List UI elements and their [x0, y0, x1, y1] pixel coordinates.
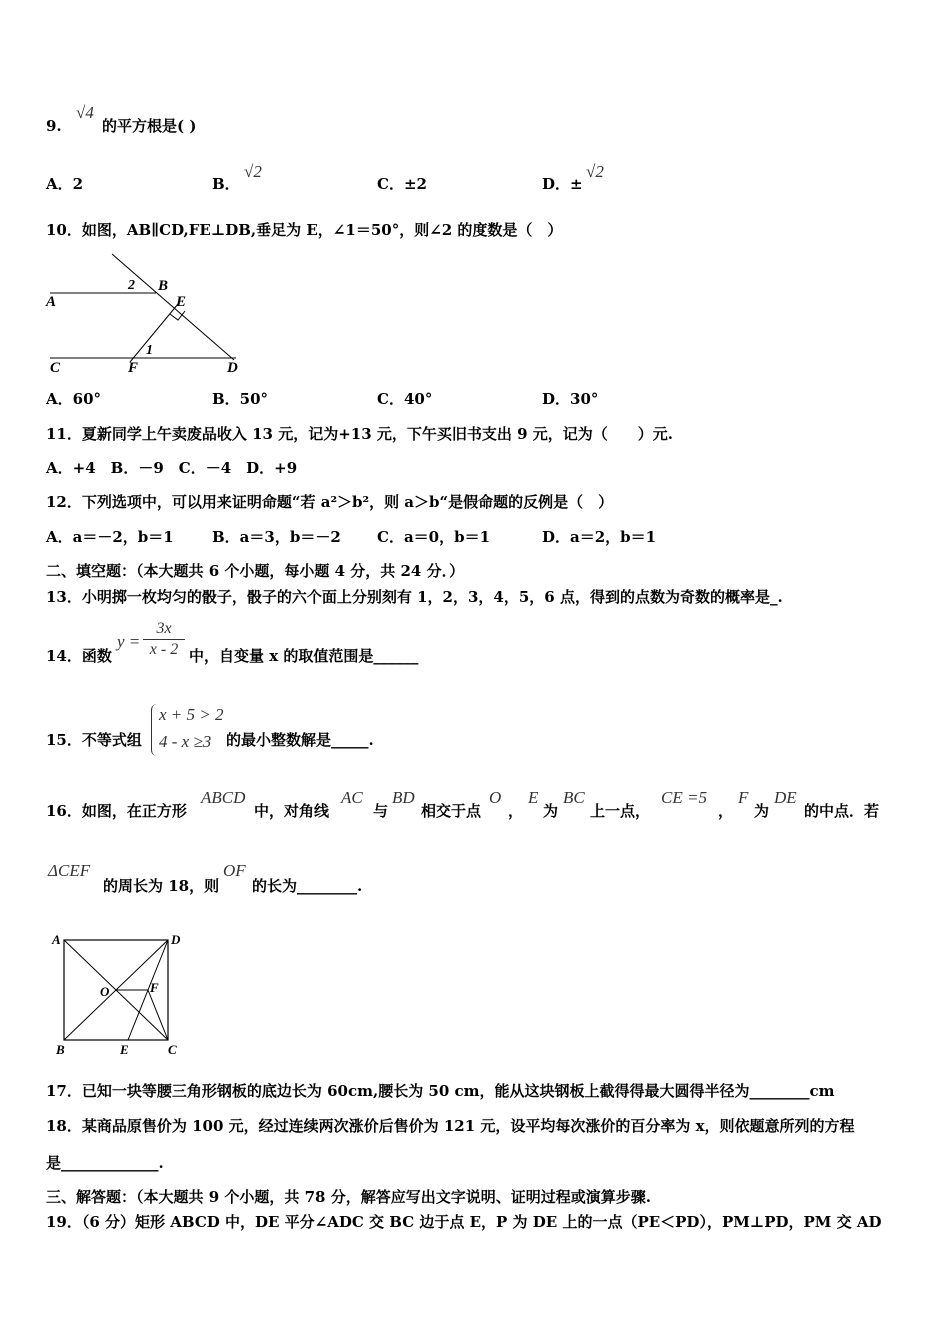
q9-option-d: D．± — [542, 175, 583, 193]
q16-text-11: 的周长为 18，则 — [103, 877, 220, 895]
label-d: D — [171, 932, 181, 947]
section-3-heading: 三、解答题：（本大题共 9 个小题，共 78 分，解答应写出文字说明、证明过程或演算步骤. — [46, 1188, 651, 1206]
q10-figure — [44, 250, 254, 375]
q9-option-c: C．±2 — [377, 175, 427, 193]
q16-text-2: 中，对角线 — [254, 802, 330, 820]
q14-y: y = — [117, 632, 141, 651]
q10-option-b: B．50° — [212, 390, 269, 408]
label-a: A — [46, 294, 57, 310]
q16-math-of: OF — [223, 861, 246, 880]
label-c: C — [168, 1042, 177, 1057]
q16-text-5: ， — [508, 802, 524, 820]
label-b: B — [56, 1042, 65, 1057]
q14-numerator: 3x — [156, 620, 172, 637]
q15-line-2: 4 - x ≥3 — [159, 732, 212, 751]
q11-options: A．+4 B．－9 C．－4 D．+9 — [46, 459, 298, 477]
q15-prefix: 15．不等式组 — [46, 731, 142, 749]
segment-fc — [148, 990, 168, 1040]
q9-option-b-radical: √2 — [244, 162, 262, 181]
q10-option-c: C．40° — [377, 390, 433, 408]
label-f: F — [150, 980, 159, 995]
q17-stem: 17．已知一块等腰三角形钢板的底边长为 60cm,腰长为 50 cm，能从这块钢板上截得得最大圆得半径为________cm — [46, 1082, 835, 1100]
q16-text-12: 的长为________. — [252, 877, 363, 895]
q16-text-3: 与 — [373, 802, 389, 820]
label-angle-2: 2 — [128, 278, 135, 293]
q14-suffix: 中，自变量 x 的取值范围是______ — [189, 647, 419, 665]
q9-option-b: B． — [212, 175, 240, 193]
q9-radical: √4 — [76, 103, 94, 122]
label-angle-1: 1 — [146, 343, 153, 358]
line-fe — [130, 304, 178, 362]
q12-option-d: D．a＝2，b＝1 — [542, 528, 657, 546]
q14-denominator: x - 2 — [149, 641, 179, 658]
q14-fraction-bar — [143, 639, 185, 640]
q16-text-7: 上一点， — [590, 802, 651, 820]
label-e: E — [176, 294, 187, 310]
q12-stem: 12．下列选项中，可以用来证明命题“若 a²＞b²，则 a＞b“是假命题的反例是（ ） — [46, 493, 614, 511]
q11-stem: 11．夏新同学上午卖废品收入 13 元，记为+13 元，下午买旧书支出 9 元，记为（ ）元. — [46, 425, 673, 443]
q16-text-9: 为 — [754, 802, 770, 820]
line-db — [112, 254, 234, 360]
label-c: C — [50, 360, 61, 375]
q16-math-f: F — [738, 788, 749, 807]
section-2-heading: 二、填空题：（本大题共 6 个小题，每小题 4 分，共 24 分．） — [46, 562, 465, 580]
q16-math-o: O — [489, 788, 502, 807]
q9-number: 9. — [46, 117, 62, 135]
q16-math-e: E — [528, 788, 539, 807]
label-e: E — [120, 1042, 129, 1057]
q19-stem: 19．（6 分）矩形 ABCD 中，DE 平分∠ADC 交 BC 边于点 E，P 为 DE 上的一点（PE＜PD），PM⊥PD，PM 交 AD — [46, 1213, 882, 1231]
label-a: A — [52, 932, 61, 947]
q16-math-de: DE — [774, 788, 797, 807]
q16-math-triangle-cef: ΔCEF — [48, 861, 91, 880]
label-d: D — [227, 360, 238, 375]
q16-math-ce: CE =5 — [661, 788, 707, 807]
q16-text-10: 的中点．若 — [804, 802, 880, 820]
q10-stem: 10．如图，AB∥CD,FE⊥DB,垂足为 E，∠1＝50°，则∠2 的度数是（ ） — [46, 221, 563, 239]
q18-stem-line-2: 是_____________. — [46, 1154, 164, 1172]
q10-option-d: D．30° — [542, 390, 599, 408]
q16-math-bd: BD — [392, 788, 415, 807]
label-f: F — [128, 360, 139, 375]
q12-option-c: C．a＝0，b＝1 — [377, 528, 491, 546]
q9-option-a: A．2 — [46, 175, 84, 193]
q16-math-abcd: ABCD — [201, 788, 246, 807]
q16-text-8: ， — [718, 802, 734, 820]
q16-text-1: 16．如图，在正方形 — [46, 802, 187, 820]
q16-text-6: 为 — [543, 802, 559, 820]
label-b: B — [158, 278, 169, 294]
q14-prefix: 14．函数 — [46, 647, 112, 665]
q12-option-a: A．a＝－2，b＝1 — [46, 528, 174, 546]
q13-stem: 13．小明掷一枚均匀的骰子，骰子的六个面上分别刻有 1，2，3，4，5，6 点，得到的点数为奇数的概率是_. — [46, 588, 783, 606]
q16-math-bc: BC — [563, 788, 585, 807]
q12-option-b: B．a＝3，b＝－2 — [212, 528, 341, 546]
q16-math-ac: AC — [341, 788, 363, 807]
label-o: O — [100, 984, 110, 999]
q18-stem-line-1: 18．某商品原售价为 100 元，经过连续两次涨价后售价为 121 元，设平均每次涨价的百分率为 x，则依题意所列的方程 — [46, 1117, 855, 1135]
q15-brace — [151, 704, 158, 756]
q10-option-a: A．60° — [46, 390, 102, 408]
q16-text-4: 相交于点 — [421, 802, 482, 820]
q9-stem: 的平方根是( ) — [102, 117, 197, 135]
q14-fraction — [143, 620, 185, 659]
q15-suffix: 的最小整数解是_____. — [226, 731, 374, 749]
q9-option-d-radical: √2 — [586, 162, 604, 181]
q15-line-1: x + 5 > 2 — [159, 705, 224, 724]
q16-figure — [44, 930, 194, 1060]
